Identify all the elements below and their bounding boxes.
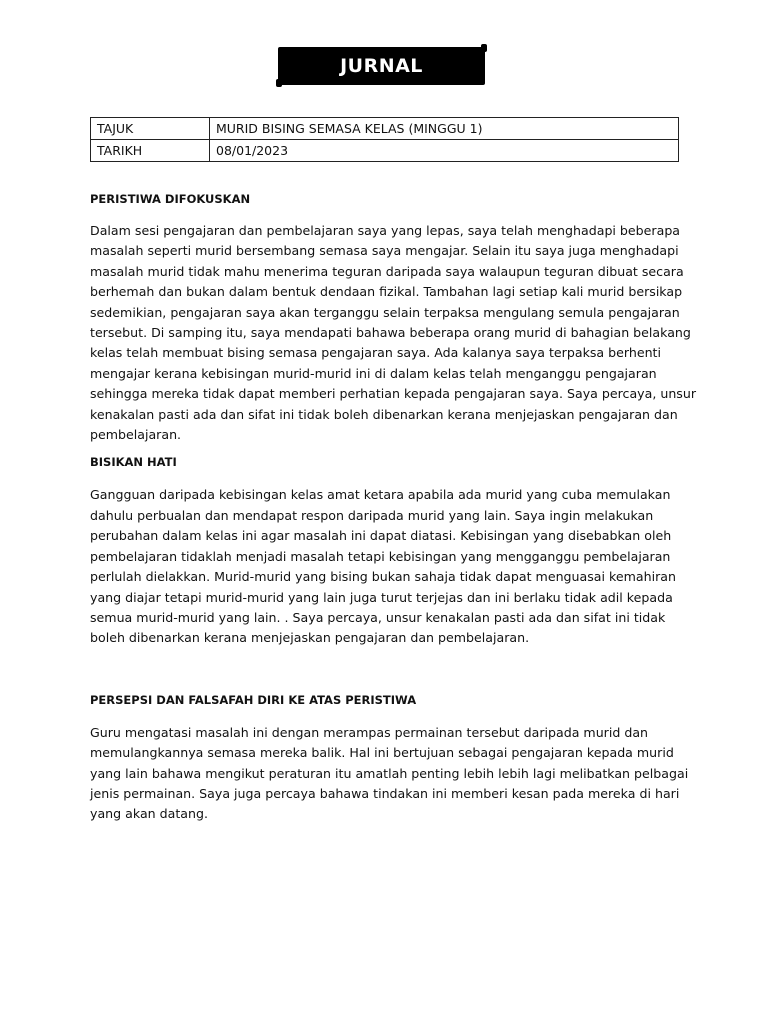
- meta-key-tarikh: TARIKH: [91, 140, 210, 162]
- section-body-bisikan-hati: Gangguan daripada kebisingan kelas amat ketara apabila ada murid yang cuba memulakan dahulu perbualan dan mendapat respon daripada murid yang lain. Saya ingin melakukan perubahan dalam kelas ini agar masalah ini dapat diatasi. Kebisingan yang disebabkan oleh pembelajaran tidaklah menjadi masalah tetapi kebisingan yang mengganggu pembelajaran perlulah dielakkan. Murid-murid yang bising bukan sahaja tidak dapat menguasai kemahiran yang diajar tetapi murid-murid yang lain juga turut terjejas dan ini berlaku tidak adil kepada semua murid-murid yang lain. . Saya percaya, unsur kenakalan pasti ada dan sifat ini tidak boleh dibenarkan kerana menjejaskan pengajaran dan pembelajaran.: [90, 487, 676, 646]
- table-row: [91, 118, 679, 140]
- section-body-peristiwa: Dalam sesi pengajaran dan pembelajaran saya yang lepas, saya telah menghadapi beberapa masalah seperti murid bersembang semasa saya mengajar. Selain itu saya juga menghadapi masalah murid tidak mahu menerima teguran daripada saya walaupun teguran dibuat secara berhemah dan bukan dalam bentuk dendaan fizikal. Tambahan lagi setiap kali murid bersikap sedemikian, pengajaran saya akan terganggu selain terpaksa mengulang semula pengajaran tersebut. Di samping itu, saya mendapati bahawa beberapa orang murid di bahagian belakang kelas telah membuat bising semasa pengajaran saya. Ada kalanya saya terpaksa berhenti mengajar kerana kebisingan murid-murid ini di dalam kelas telah menganggu pengajaran sehingga mereka tidak dapat memberi perhatian kepada pengajaran saya. Saya percaya, unsur kenakalan pasti ada dan sifat ini tidak boleh dibenarkan kerana menjejaskan pengajaran dan pembelajaran.: [90, 223, 697, 443]
- journal-content: [90, 192, 700, 825]
- banner-title: JURNAL: [340, 55, 423, 77]
- meta-value-tajuk: MURID BISING SEMASA KELAS (MINGGU 1): [210, 118, 679, 140]
- section-heading-peristiwa: PERISTIWA DIFOKUSKAN: [90, 192, 251, 206]
- section-body-persepsi: Guru mengatasi masalah ini dengan merampas permainan tersebut daripada murid dan memulangkannya semasa mereka balik. Hal ini bertujuan sebagai pengajaran kepada murid yang lain bahawa mengikut peraturan itu amatlah penting lebih lebih lagi melibatkan pelbagai jenis permainan. Saya juga percaya bahawa tindakan ini memberi kesan pada mereka di hari yang akan datang.: [90, 724, 689, 822]
- section-heading-bisikan-hati: BISIKAN HATI: [90, 455, 177, 470]
- meta-value-tarikh: 08/01/2023: [210, 140, 679, 162]
- meta-key-tajuk: TAJUK: [91, 118, 210, 140]
- journal-banner: [278, 47, 485, 85]
- journal-meta-table: [90, 117, 679, 162]
- section-heading-persepsi: PERSEPSI DAN FALSAFAH DIRI KE ATAS PERISTIWA: [90, 692, 417, 707]
- table-row: [91, 140, 679, 162]
